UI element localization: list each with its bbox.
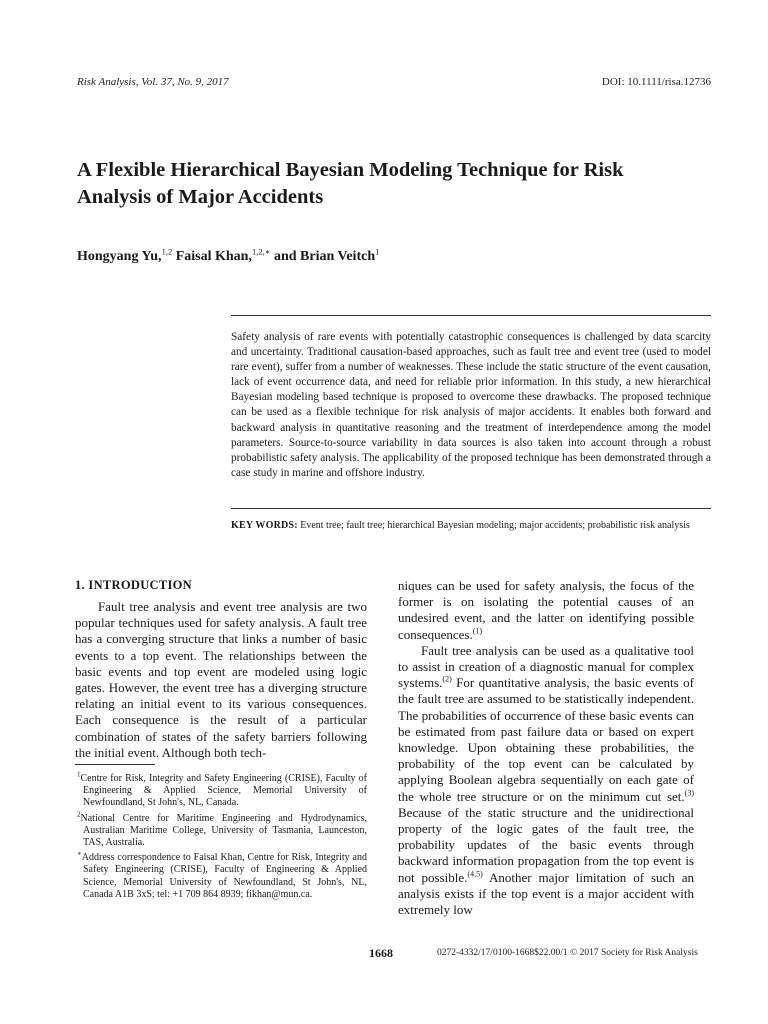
- journal-header: Risk Analysis, Vol. 37, No. 9, 2017: [77, 76, 229, 88]
- keywords-label: KEY WORDS:: [231, 520, 298, 531]
- citation: (4,5): [467, 869, 483, 879]
- paragraph: Fault tree analysis and event tree analysis are two popular techniques used for safety analysis. A fault tree has a converging structure that links a number of basic events to a top event. The relationships between the basic events and top event are modeled using logic gates. However, the event tree has a diverging structure relating an initial event to its various consequences. Each consequence is the result of a particular combination of states of the safety barriers following the initial event. Although both tech-: [75, 599, 367, 760]
- paragraph: [398, 578, 694, 643]
- footnote-text: Centre for Risk, Integrity and Safety Engineering (CRISE), Faculty of Engineering & Applied Science, Memorial University of Newfoundland, St John's, NL, Canada.: [80, 773, 367, 809]
- author-list: [77, 246, 380, 265]
- footnotes: [75, 770, 367, 904]
- author-name: Hongyang Yu,: [77, 249, 162, 264]
- paragraph-text: For quantitative analysis, the basic events of the fault tree are assumed to be statistically independent. The probabilities of occurrence of these basic events can be estimated from past failure data or based on expert knowledge. Upon obtaining these probabilities, the probability of the top event can be calculated by applying Boolean algebra sequentially on each gate of the whole tree structure or on the minimum cut set.: [398, 675, 694, 804]
- footnote-mark: 1: [77, 770, 81, 779]
- paragraph-text: Fault tree analysis can be used as a qualitative tool to assist in creation of a diagnostic manual for complex systems.: [398, 642, 694, 691]
- keywords-text: Event tree; fault tree; hierarchical Bayesian modeling; major accidents; probabilistic risk analysis: [297, 520, 690, 531]
- paper-title: A Flexible Hierarchical Bayesian Modeling Technique for Risk Analysis of Major Accidents: [77, 159, 624, 208]
- right-column: [398, 578, 694, 918]
- page-number: 1668: [369, 946, 393, 960]
- author-affiliation: 1: [375, 246, 380, 257]
- abstract-bottom-rule: [231, 508, 711, 509]
- footnote: [75, 849, 367, 901]
- footnote-mark: 2: [77, 810, 81, 819]
- paragraph: [398, 643, 694, 918]
- paragraph-text: niques can be used for safety analysis, the focus of the former is on isolating the potential causes of an undesired event, and the latter on identifying possible consequences.: [398, 578, 694, 642]
- paragraph-text: Another major limitation of such an analysis exists if the top event is a major accident with extremely low: [398, 869, 694, 918]
- footnote-text: Address correspondence to Faisal Khan, Centre for Risk, Integrity and Safety Engineering (CRISE), Faculty of Engineering & Applied Science, Memorial University of Newfoundland, St John's, NL, Canada A1B 3xS; tel: +1 709 864 8939; fikhan@mun.ca.: [81, 852, 367, 900]
- citation: (3): [684, 788, 694, 798]
- footnote-mark: ∗: [77, 849, 82, 858]
- copyright-footer: 0272-4332/17/0100-1668$22.00/1 © 2017 Society for Risk Analysis: [437, 948, 698, 958]
- author-name: Faisal Khan,: [172, 249, 252, 264]
- left-column: [75, 599, 367, 761]
- author-name: and Brian Veitch: [270, 249, 376, 264]
- footnote: [75, 810, 367, 850]
- footnote-rule: [75, 764, 155, 765]
- author-affiliation: 1,2: [161, 246, 173, 257]
- footnote-text: National Centre for Maritime Engineering and Hydrodynamics, Australian Maritime College, University of Tasmania, Launceston, TAS, Australia.: [80, 812, 367, 849]
- keywords: [231, 519, 711, 533]
- citation: (2): [442, 674, 452, 684]
- doi-header: DOI: 10.1111/risa.12736: [601, 76, 711, 88]
- author-affiliation: 1,2,∗: [251, 246, 271, 257]
- abstract: Safety analysis of rare events with potentially catastrophic consequences is challenged by data scarcity and uncertainty. Traditional causation-based approaches, such as fault tree and event tree (used to model rare event), suffer from a number of weaknesses. These include the static structure of the event causation, lack of event occurrence data, and need for reliable prior information. In this study, a new hierarchical Bayesian modeling based technique is proposed to overcome these drawbacks. The proposed technique can be used as a flexible technique for risk analysis of major accidents. It enables both forward and backward analysis in quantitative reasoning and the treatment of interdependence among the model parameters. Source-to-source variability in data sources is also taken into account through a robust probabilistic safety analysis. The applicability of the proposed technique has been demonstrated through a case study in marine and offshore industry.: [231, 331, 711, 479]
- footnote: [75, 770, 367, 810]
- citation: (1): [472, 626, 483, 636]
- abstract-top-rule: [231, 315, 711, 316]
- paragraph-text: Because of the static structure and the unidirectional property of the logic gates of the fault tree, the probability updates of the basic events through backward information propagation from the top event is not possible.: [398, 804, 694, 885]
- section-heading: 1. INTRODUCTION: [75, 578, 193, 592]
